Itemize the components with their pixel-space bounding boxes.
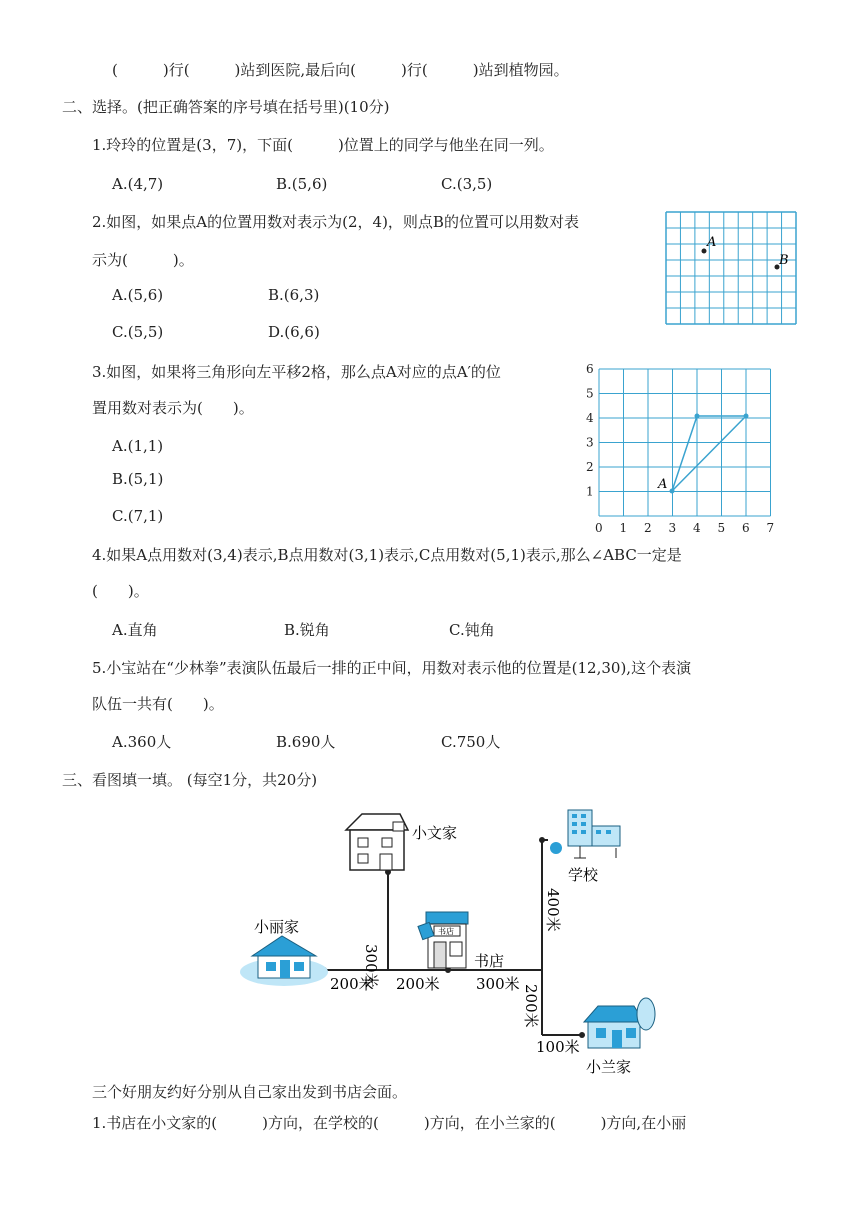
q2-option-b: B.(6,3) [268,286,320,304]
school-label: 学校 [568,866,599,884]
distance-200-second: 200米 [396,975,440,993]
section3-intro: 三个好朋友约好分别从自己家出发到书店会面。 [92,1083,408,1101]
q3-y-tick: 1 [586,484,594,499]
xiaolan-label: 小兰家 [586,1058,632,1076]
q3-x-tick: 0 [595,521,603,535]
q2-label-a: A [707,235,717,250]
q5-text-line2: 队伍一共有( )。 [92,695,224,713]
section3-title: 三、看图填一填。 (每空1分，共20分) [62,771,318,789]
q3-y-tick: 6 [586,362,594,376]
q2-text-line1: 2.如图，如果点A的位置用数对表示为(2，4)，则点B的位置可以用数对表 [92,213,579,231]
q2-grid-figure [664,210,800,326]
top-fill-line: ( )行( )站到医院,最后向( )行( )站到植物园。 [112,61,569,79]
q4-text-line1: 4.如果A点用数对(3,4)表示,B点用数对(3,1)表示,C点用数对(5,1)表示,那么∠ABC一定是 [92,546,682,564]
q4-option-a: A.直角 [112,621,158,639]
q3-option-b: B.(5,1) [112,470,164,488]
q4-option-c: C.钝角 [449,621,495,639]
distance-100: 100米 [536,1038,580,1056]
section2-title: 二、选择。(把正确答案的序号填在括号里)(10分) [62,98,390,116]
route-map [230,800,660,1080]
q1-text: 1.玲玲的位置是(3，7)，下面( )位置上的同学与他坐在同一列。 [92,136,554,154]
school-icon [550,810,620,858]
q5-option-c: C.750人 [441,733,501,751]
xiaoli-label: 小丽家 [254,918,300,936]
q5-option-a: A.360人 [112,733,172,751]
q2-option-c: C.(5,5) [112,323,164,341]
q3-grid-figure [584,358,784,538]
distance-300-horizontal: 300米 [476,975,520,993]
q2-label-b: B [779,253,789,268]
q3-x-tick: 6 [742,521,750,535]
q3-triangle [672,416,746,491]
q3-option-c: C.(7,1) [112,507,164,525]
q3-vertex-2 [695,414,700,419]
q1-option-c: C.(3,5) [441,175,493,193]
xiaowen-label: 小文家 [412,824,458,842]
section3-q1-text: 1.书店在小文家的( )方向，在学校的( )方向，在小兰家的( )方向,在小丽 [92,1114,687,1132]
q3-x-tick: 4 [693,521,701,535]
q3-x-tick: 3 [668,521,677,535]
q1-option-b: B.(5,6) [276,175,328,193]
q3-x-tick: 2 [644,521,652,535]
q3-y-tick: 4 [586,411,594,425]
q3-option-a: A.(1,1) [112,437,164,455]
q3-y-tick: 5 [586,386,594,401]
q1-option-a: A.(4,7) [112,175,164,193]
q3-text-line2: 置用数对表示为( )。 [92,399,254,417]
q3-y-tick: 3 [586,435,594,450]
distance-400-vertical: 400米 [544,888,562,932]
q2-point-a [702,249,707,254]
q5-option-b: B.690人 [276,733,336,751]
xiaoli-house-icon [240,936,328,986]
q4-option-b: B.锐角 [284,621,330,639]
q3-x-tick: 1 [619,521,628,535]
q3-x-tick: 7 [766,521,775,535]
bookstore-icon [418,912,468,968]
distance-300-vertical: 300米 [362,944,380,988]
q2-option-a: A.(5,6) [112,286,164,304]
q3-vertex-3 [744,414,749,419]
q5-text-line1: 5.小宝站在“少林拳”表演队伍最后一排的正中间，用数对表示他的位置是(12,30),这个表演 [92,659,692,677]
q3-label-a: A [658,477,668,492]
q3-vertex-a [670,489,675,494]
distance-200-vertical: 200米 [522,984,540,1028]
q2-option-d: D.(6,6) [268,323,320,341]
bookstore-label: 书店 [474,952,505,970]
q3-x-tick: 5 [717,521,726,535]
bookstore-sign: 书店 [438,927,454,936]
xiaolan-house-icon [584,998,655,1048]
q3-text-line1: 3.如图，如果将三角形向左平移2格，那么点A对应的点A′的位 [92,363,501,381]
distance-200-first: 200米 [330,975,374,993]
q4-text-line2: ( )。 [92,582,149,600]
q2-text-line2: 示为( )。 [92,251,194,269]
xiaowen-house-icon [346,814,408,870]
q3-y-tick: 2 [586,460,594,474]
